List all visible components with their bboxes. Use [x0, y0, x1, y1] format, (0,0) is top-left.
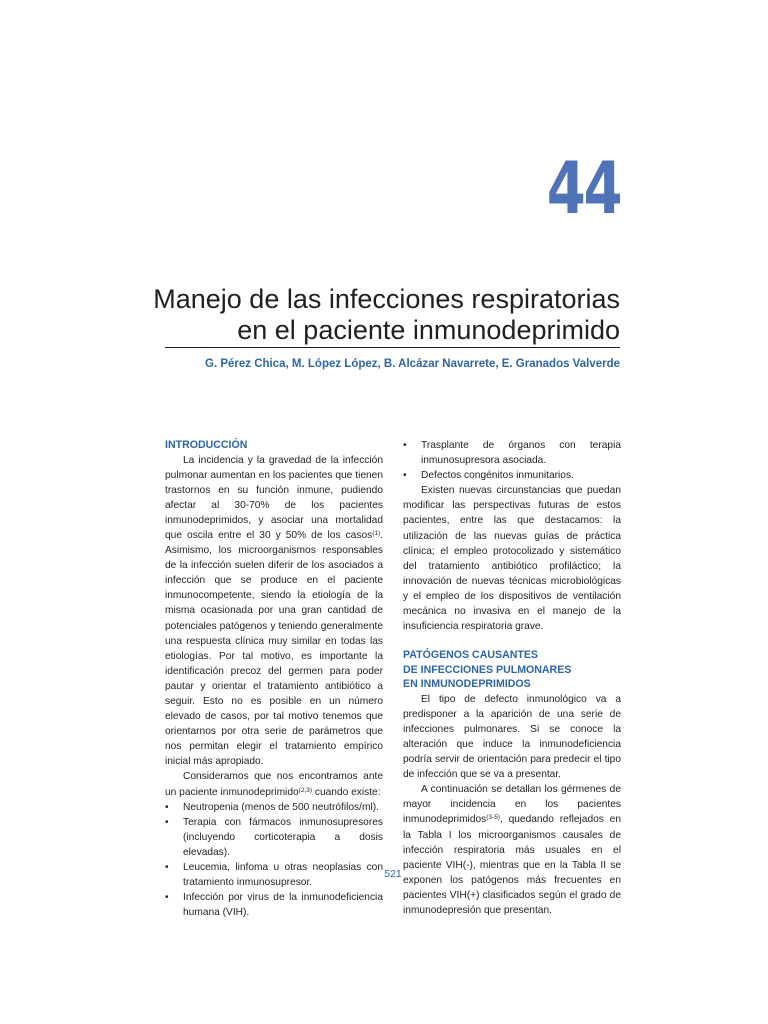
- authors: G. Pérez Chica, M. López López, B. Alcázar Navarrete, E. Granados Valverde: [205, 358, 620, 370]
- intro-paragraph-2: Consideramos que nos encontramos ante un paciente inmunodeprimido$^{(2,3)}$ cuando existe:: [165, 771, 383, 798]
- chapter-title-line2: en el paciente inmunodeprimido: [237, 315, 620, 345]
- chapter-title-line1: Manejo de las infecciones respiratorias: [153, 284, 620, 314]
- left-column: [165, 438, 383, 920]
- chapter-title: [100, 284, 620, 346]
- right-paragraph-3: A continuación se detallan los gérmenes de mayor incidencia en los pacientes inmunodeprimidos$^{(3-5)}$, quedando reflejados en la Tabla I los microorganismos causales de infección respiratoria más usuales en el paciente VIH(-), mientras que en la Tabla II se exponen los patógenos más frecuentes en pacientes VIH(+) clasificados según el grado de inmunodepresión que presentan.: [403, 784, 621, 917]
- list-item: • Leucemia, linfoma u otras neoplasias con tratamiento inmunosupresor.: [165, 860, 383, 890]
- list-item: • Trasplante de órganos con terapia inmunosupresora asociada.: [403, 438, 621, 468]
- intro-paragraph-1: La incidencia y la gravedad de la infección pulmonar aumentan en los pacientes que tienen trastornos en su función inmune, pudiendo afectar al 30-70% de los pacientes inmunodeprimidos, y asociar una mortalidad que oscila entre el 30 y 50% de los casos$^{(1)}$. Asimismo, los microorganismos responsables de la infección suelen diferir de los asociados a infección que se produce en el paciente inmunocompetente, siendo la etiología de la misma ocasionada por una gran cantidad de potenciales patógenos y teniendo generalmente una respuesta clínica muy similar en todas las etiologías. Por tal motivo, es importante la identificación precoz del germen para poder pautar y orientar el tratamiento antibiótico a seguir. Esto no es posible en un número elevado de casos, por tal motivo tenemos que orientarnos por otra serie de parámetros que nos permitan elegir el tratamiento empírico inicial más apropiado.: [165, 454, 383, 768]
- pathogens-heading: PATÓGENOS CAUSANTES DE INFECCIONES PULMONARES EN INMUNODEPRIMIDOS: [403, 649, 572, 691]
- right-paragraph-1: Existen nuevas circunstancias que puedan modificar las perspectivas futuras de estos pacientes, entre las que destacamos: la utilización de las nuevas guías de práctica clínica; el empleo protocolizado y sistemático del tratamiento antibiótico profiláctico; la innovación de nuevas técnicas microbiológicas y el empleo de los dispositivos de ventilación mecánica no invasiva en el manejo de la insuficiencia respiratoria grave.: [403, 485, 621, 633]
- section-gap: [403, 634, 621, 648]
- list-item: • Neutropenia (menos de 500 neutrófilos/ml).: [165, 800, 383, 815]
- criteria-list-continued: [403, 438, 621, 483]
- list-item: • Defectos congénitos inmunitarios.: [403, 468, 621, 483]
- title-rule: [165, 347, 620, 348]
- citation: (2,3): [298, 786, 313, 794]
- criteria-list: [165, 800, 383, 921]
- list-item: • Terapia con fármacos inmunosupresores (incluyendo corticoterapia a dosis elevadas).: [165, 815, 383, 860]
- citation: (3-5): [486, 814, 500, 822]
- list-item: • Infección por virus de la inmunodeficiencia humana (VIH).: [165, 890, 383, 920]
- chapter-number: 44: [546, 146, 620, 230]
- page-number: 521: [384, 868, 402, 880]
- right-column: [403, 438, 621, 918]
- right-paragraph-2: El tipo de defecto inmunológico va a predisponer a la aparición de una serie de infecciones pulmonares. Si se conoce la alteración que induce la inmunodeficiencia podría servir de orientación para predecir el tipo de infección que se va a presentar.: [403, 693, 621, 781]
- intro-heading: INTRODUCCIÓN: [165, 439, 248, 451]
- citation: (1): [372, 529, 381, 537]
